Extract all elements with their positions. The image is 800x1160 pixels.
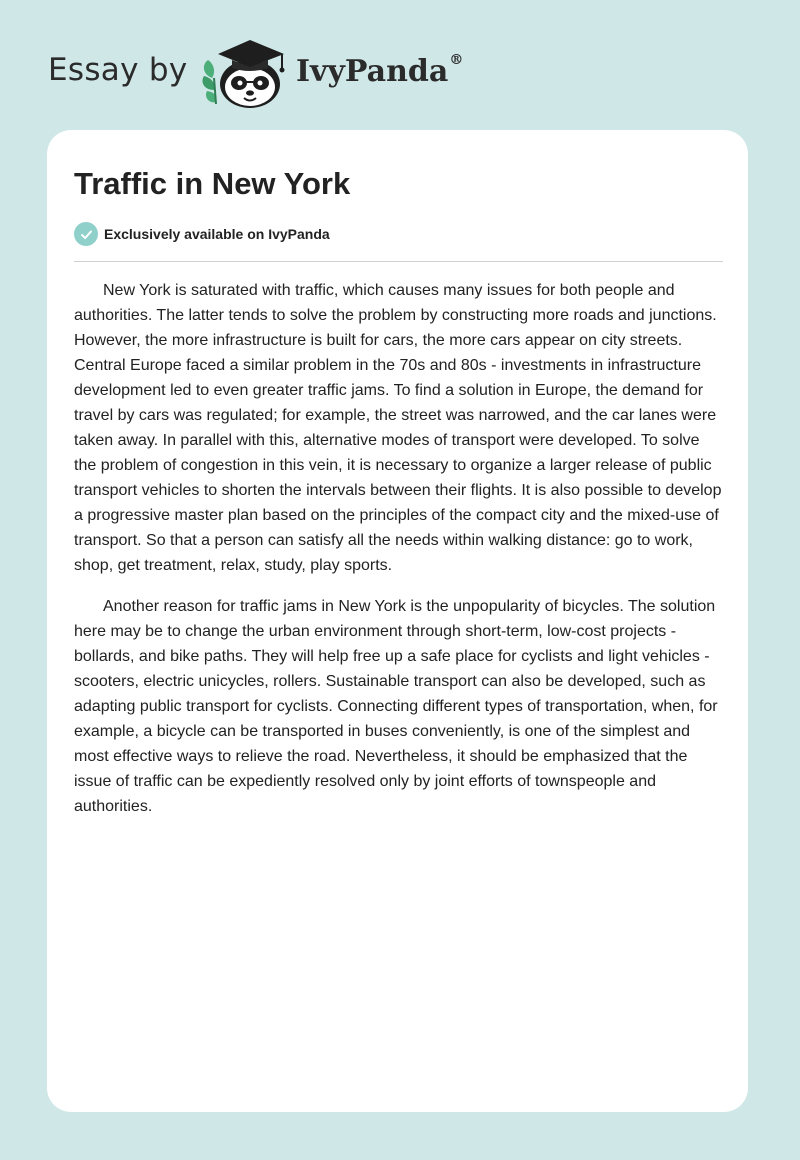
trademark-symbol: ® xyxy=(449,52,464,68)
essay-paragraph: New York is saturated with traffic, which causes many issues for both people and authorities. The latter tends to solve the problem by constructing more roads and junctions. However, the more infrastructure is built for cars, the more cars appear on city streets. Central Europe faced a similar problem in the 70s and 80s - investments in infrastructure development led to even greater traffic jams. To find a solution in Europe, the demand for travel by cars was regulated; for example, the street was narrowed, and the car lanes were taken away. In parallel with this, alternative modes of transport were developed. To solve the problem of congestion in this vein, it is necessary to organize a larger release of public transport vehicles to shorten the intervals between their flights. It is also possible to develop a progressive master plan based on the principles of the compact city and the mixed-use of transport. So that a person can satisfy all the needs within walking distance: go to work, shop, get treatment, relax, study, play sports. xyxy=(74,282,722,574)
title-divider xyxy=(74,261,723,262)
panda-graduate-icon[interactable] xyxy=(198,34,294,110)
essay-title: Traffic in New York xyxy=(74,166,351,201)
essay-body xyxy=(74,278,724,835)
site-header xyxy=(0,0,800,130)
check-circle-icon xyxy=(74,222,98,246)
exclusive-badge xyxy=(74,221,330,247)
exclusive-badge-label: Exclusively available on IvyPanda xyxy=(104,226,330,242)
essay-card xyxy=(47,130,748,1112)
essay-paragraph: Another reason for traffic jams in New York is the unpopularity of bicycles. The solution here may be to change the urban environment through short-term, low-cost projects - bollards, and bike paths. They will help free up a safe place for cyclists and light vehicles - scooters, electric unicycles, rollers. Sustainable transport can also be developed, such as adapting public transport for cyclists. Connecting different types of transportation, when, for example, a bicycle can be transported in buses conveniently, is one of the simplest and most effective ways to relieve the road. Nevertheless, it should be emphasized that the issue of traffic can be expediently resolved only by joint efforts of townspeople and authorities. xyxy=(74,598,718,815)
brand-name[interactable]: IvyPanda® xyxy=(296,52,464,89)
brand-prefix: Essay by xyxy=(48,52,188,88)
